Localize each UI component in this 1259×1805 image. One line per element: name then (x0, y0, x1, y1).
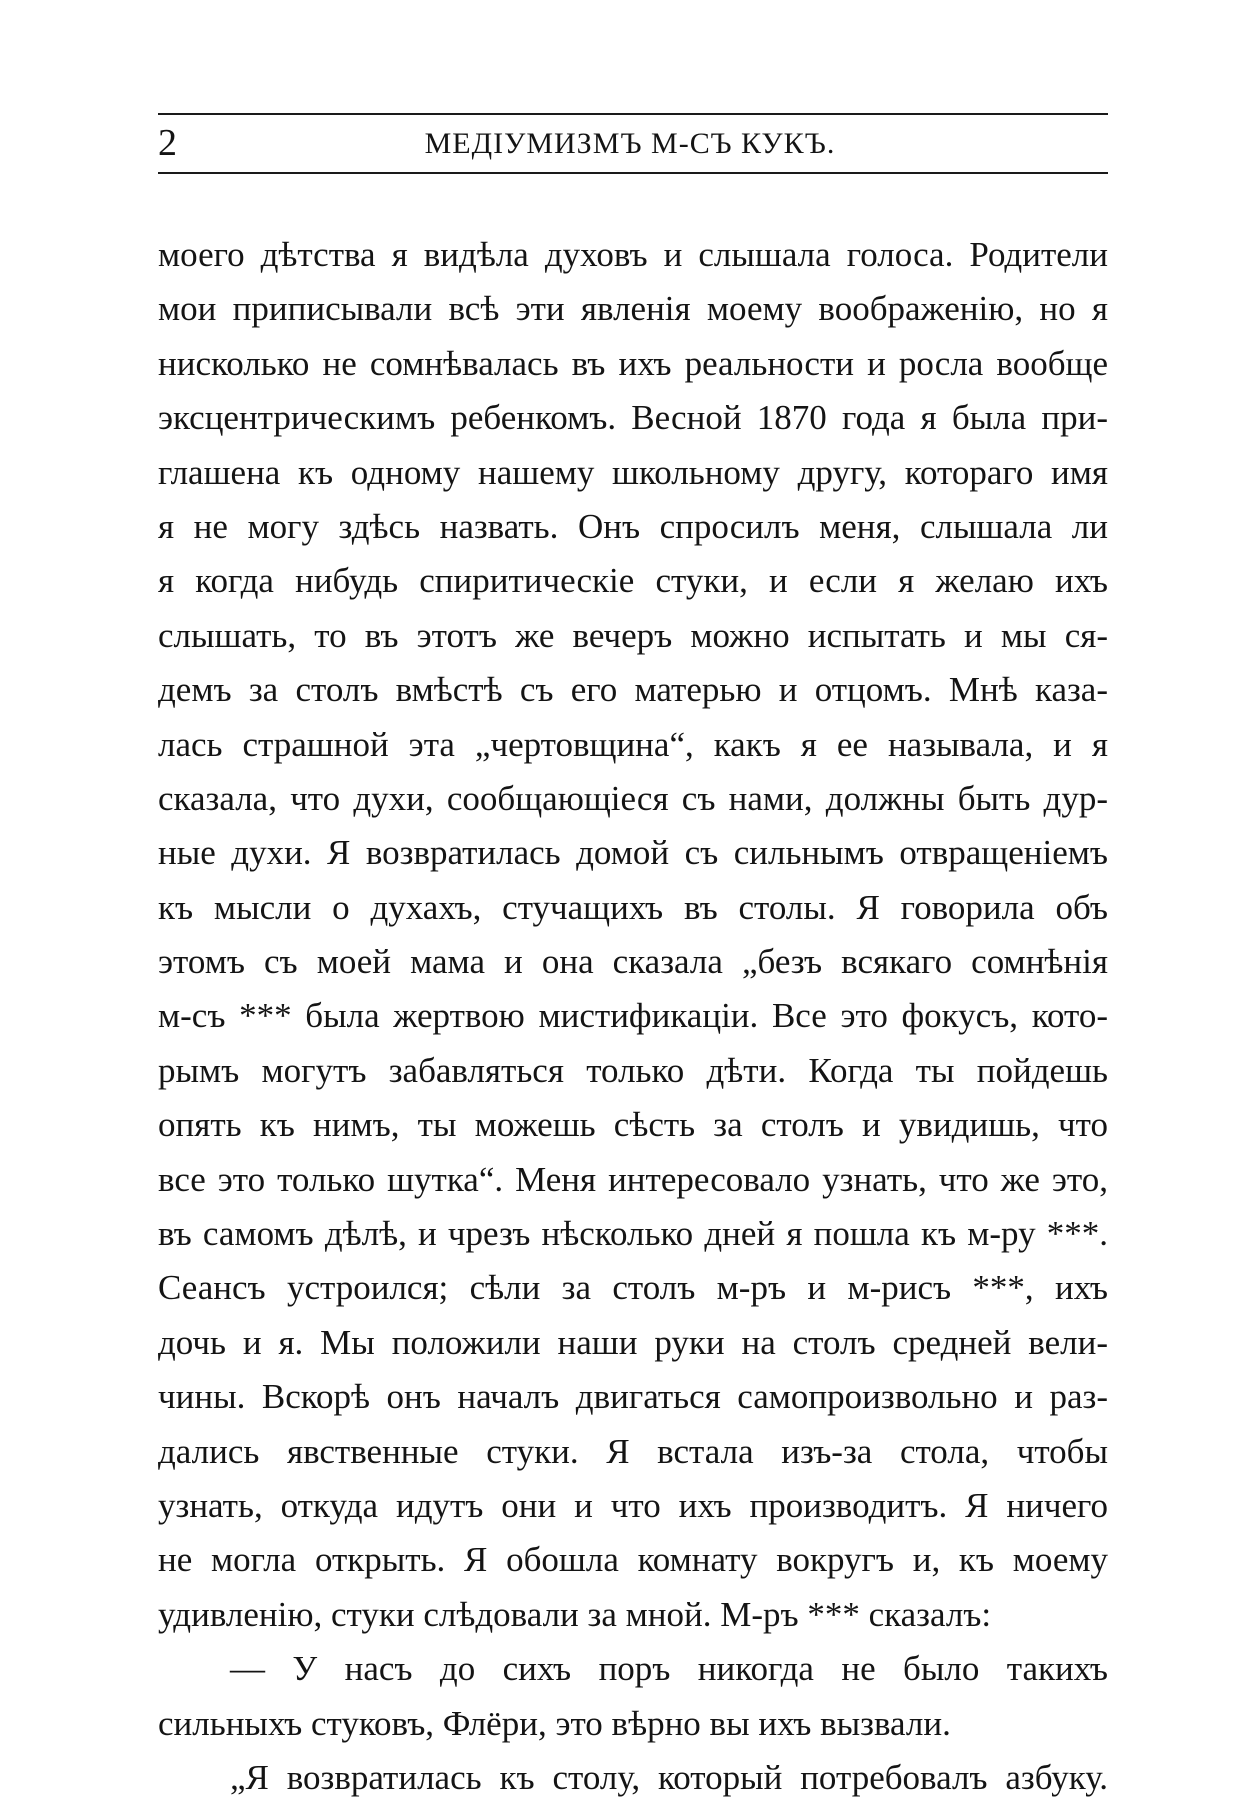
text-line: дочь и я. Мы положили наши руки на столъ средней вели- (158, 1322, 1108, 1362)
header-top-rule (158, 113, 1108, 115)
text-line: опять къ нимъ, ты можешь сѣсть за столъ и увидишь, что (158, 1105, 1108, 1145)
text-line: глашена къ одному нашему школьному другу, котораго имя (158, 452, 1108, 492)
text-line: удивленію, стуки слѣдовали за мной. М-ръ *** сказалъ: (158, 1594, 992, 1634)
text-line: дались явственные стуки. Я встала изъ-за стола, чтобы (158, 1431, 1108, 1471)
text-line: все это только шутка“. Меня интересовало узнать, что же это, (158, 1159, 1108, 1199)
page-number: 2 (158, 122, 177, 164)
running-title: МЕДІУМИЗМЪ М-СЪ КУКЪ. (424, 127, 836, 160)
text-line: сказала, что духи, сообщающіеся съ нами, должны быть дур- (158, 778, 1108, 818)
text-line: „Я возвратилась къ столу, который потребовалъ азбуку. (230, 1757, 1108, 1797)
header-bottom-rule (158, 172, 1108, 174)
text-line: моего дѣтства я видѣла духовъ и слышала голоса. Родители (158, 235, 1108, 274)
text-line: лась страшной эта „чертовщина“, какъ я ее называла, и я (158, 724, 1108, 764)
text-line: я когда нибудь спиритическіе стуки, и если я желаю ихъ (158, 561, 1108, 601)
text-line: мои приписывали всѣ эти явленія моему воображенію, но я (158, 289, 1108, 329)
text-line: не могла открыть. Я обошла комнату вокругъ и, къ моему (158, 1540, 1108, 1580)
text-line: Сеансъ устроился; сѣли за столъ м-ръ и м-рисъ ***, ихъ (158, 1268, 1108, 1308)
text-line: этомъ съ моей мама и она сказала „безъ всякаго сомнѣнія (158, 942, 1108, 982)
text-line: демъ за столъ вмѣстѣ съ его матерью и отцомъ. Мнѣ каза- (158, 670, 1108, 710)
text-line: я не могу здѣсь назвать. Онъ спросилъ меня, слышала ли (158, 506, 1108, 546)
text-line: чины. Вскорѣ онъ началъ двигаться самопроизвольно и раз- (158, 1377, 1108, 1417)
text-line: ные духи. Я возвратилась домой съ сильнымъ отвращеніемъ (158, 833, 1108, 873)
text-line: рымъ могутъ забавляться только дѣти. Когда ты пойдешь (158, 1050, 1108, 1090)
text-line: сильныхъ стуковъ, Флёри, это вѣрно вы ихъ вызвали. (158, 1703, 951, 1743)
text-line: м-съ *** была жертвою мистификаціи. Все это фокусъ, кото- (158, 996, 1108, 1036)
text-line: — У насъ до сихъ поръ никогда не было такихъ (230, 1649, 1108, 1689)
body-text (158, 228, 1108, 1805)
text-line: къ мысли о духахъ, стучащихъ въ столы. Я говорила объ (158, 887, 1108, 927)
text-line: узнать, откуда идутъ они и что ихъ производитъ. Я ничего (158, 1485, 1108, 1525)
text-line: слышать, то въ этотъ же вечеръ можно испытать и мы ся- (158, 615, 1108, 655)
text-line: эксцентрическимъ ребенкомъ. Весной 1870 года я была при- (158, 398, 1108, 438)
text-line: въ самомъ дѣлѣ, и чрезъ нѣсколько дней я пошла къ м-ру ***. (158, 1214, 1108, 1254)
text-line: нисколько не сомнѣвалась въ ихъ реальности и росла вообще (158, 343, 1108, 383)
